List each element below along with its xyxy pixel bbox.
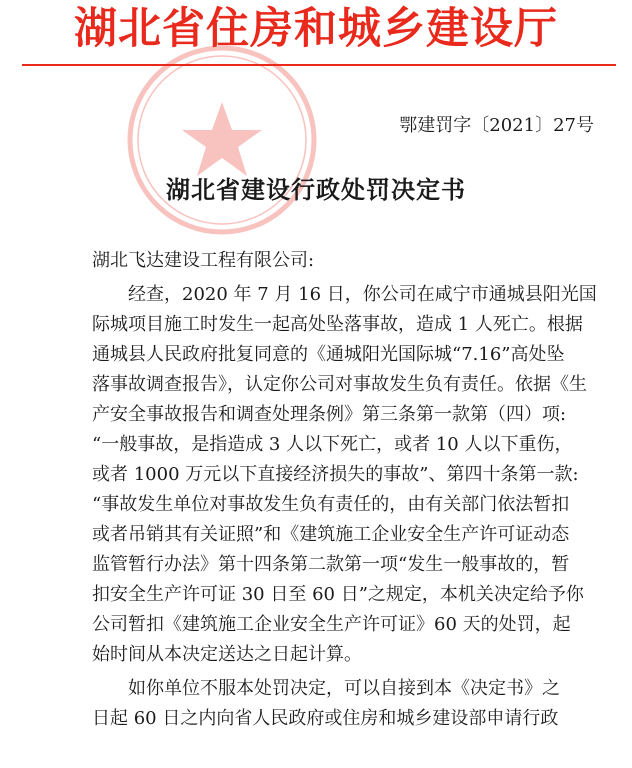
text-line: 始时间从本决定送达之日起计算。 <box>92 644 362 665</box>
paragraph-appeal <box>92 674 592 734</box>
text-line: “事故发生单位对事故发生负有责任的，由有关部门依法暂扣 <box>92 494 570 515</box>
text-line: 落事故调查报告》，认定你公司对事故发生负有责任。依据《生 <box>92 374 587 395</box>
paragraph-findings <box>92 280 597 670</box>
text-line: 或者吊销其有关证照”和《建筑施工企业安全生产许可证动态 <box>92 524 570 545</box>
text-line: 产安全事故报告和调查处理条例》第三条第一款第（四）项: <box>92 404 567 425</box>
text-line: 经查，2020 年 7 月 16 日，你公司在咸宁市通城县阳光国 <box>128 284 597 305</box>
letterhead-title: 湖北省住房和城乡建设厅 <box>74 4 558 54</box>
text-line: 公司暂扣《建筑施工企业安全生产许可证》60 天的处罚，起 <box>92 614 571 635</box>
text-line: 扣安全生产许可证 30 日至 60 日”之规定，本机关决定给予你 <box>92 584 584 605</box>
text-line: 或者 1000 万元以下直接经济损失的事故”、第四十条第一款: <box>92 464 579 485</box>
text-line: 通城县人民政府批复同意的《通城阳光国际城“7.16”高处坠 <box>92 344 565 365</box>
text-line: “一般事故，是指造成 3 人以下死亡，或者 10 人以下重伤， <box>92 434 573 455</box>
addressee: 湖北飞达建设工程有限公司: <box>92 250 315 271</box>
text-line: 日起 60 日之内向省人民政府或住房和城乡建设部申请行政 <box>92 708 559 729</box>
official-seal-icon <box>122 40 322 240</box>
text-line: 际城项目施工时发生一起高处坠落事故，造成 1 人死亡。根据 <box>92 314 583 335</box>
document-body <box>92 246 597 738</box>
text-line: 监管暂行办法》第十四条第二款第一项“发生一般事故的，暂 <box>92 554 570 575</box>
document-number: 鄂建罚字〔2021〕27号 <box>399 115 594 136</box>
document-title: 湖北省建设行政处罚决定书 <box>166 175 466 204</box>
text-line: 如你单位不服本处罚决定，可以自接到本《决定书》之 <box>128 678 560 699</box>
